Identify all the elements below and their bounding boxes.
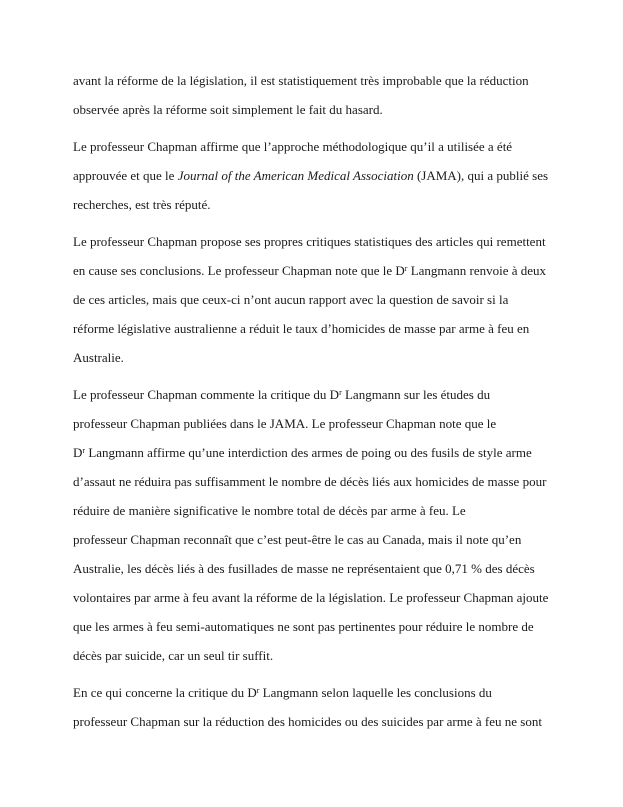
text-segment: Langmann selon laquelle les conclusions du bbox=[259, 685, 492, 700]
superscript-text: r bbox=[256, 685, 260, 695]
text-segment: Le professeur Chapman commente la critique du D bbox=[73, 387, 340, 402]
text-segment: Langmann sur les études du bbox=[341, 387, 491, 402]
text-line bbox=[73, 641, 560, 670]
text-segment: professeur Chapman sur la réduction des homicides ou des suicides par arme à feu ne sont bbox=[73, 714, 542, 729]
text-line bbox=[73, 525, 560, 554]
text-segment: observée après la réforme soit simplement le fait du hasard. bbox=[73, 102, 383, 117]
text-segment: de ces articles, mais que ceux-ci n’ont aucun rapport avec la question de savoir si la bbox=[73, 292, 509, 307]
text-line bbox=[73, 190, 560, 219]
paragraph bbox=[73, 132, 560, 219]
text-line bbox=[73, 132, 560, 161]
text-segment: Langmann renvoie à deux bbox=[407, 263, 547, 278]
text-line bbox=[73, 678, 560, 707]
paragraph bbox=[73, 678, 560, 736]
text-line bbox=[73, 467, 560, 496]
text-segment: Australie. bbox=[73, 350, 124, 365]
text-segment: Australie, les décès liés à des fusillades de masse ne représentaient que 0,71 % des décès bbox=[73, 561, 535, 576]
text-line bbox=[73, 66, 560, 95]
text-line bbox=[73, 612, 560, 641]
text-line bbox=[73, 438, 560, 467]
italic-text: Journal of the American Medical Association bbox=[177, 168, 414, 183]
paragraph bbox=[73, 380, 560, 670]
text-segment: avant la réforme de la législation, il est statistiquement très improbable que la réduction bbox=[73, 73, 529, 88]
text-segment: décès par suicide, car un seul tir suffit. bbox=[73, 648, 274, 663]
text-line bbox=[73, 496, 560, 525]
text-line bbox=[73, 554, 560, 583]
text-segment: Le professeur Chapman propose ses propres critiques statistiques des articles qui remettent bbox=[73, 234, 546, 249]
text-segment: En ce qui concerne la critique du D bbox=[73, 685, 257, 700]
text-segment: que les armes à feu semi-automatiques ne sont pas pertinentes pour réduire le nombre de bbox=[73, 619, 534, 634]
text-segment: recherches, est très réputé. bbox=[73, 197, 211, 212]
text-line bbox=[73, 380, 560, 409]
text-segment: réforme législative australienne a réduit le taux d’homicides de masse par arme à feu en bbox=[73, 321, 530, 336]
paragraph bbox=[73, 66, 560, 124]
text-segment: d’assaut ne réduira pas suffisamment le nombre de décès liés aux homicides de masse pour bbox=[73, 474, 547, 489]
text-line bbox=[73, 707, 560, 736]
text-line bbox=[73, 227, 560, 256]
text-segment: Le professeur Chapman affirme que l’approche méthodologique qu’il a utilisée a été bbox=[73, 139, 513, 154]
text-line bbox=[73, 256, 560, 285]
text-line bbox=[73, 161, 560, 190]
text-line bbox=[73, 409, 560, 438]
text-segment: professeur Chapman publiées dans le JAMA. Le professeur Chapman note que le bbox=[73, 416, 497, 431]
text-line bbox=[73, 314, 560, 343]
text-segment: approuvée et que le bbox=[73, 168, 178, 183]
text-line bbox=[73, 343, 560, 372]
text-segment: professeur Chapman reconnaît que c’est peut-être le cas au Canada, mais il note qu’en bbox=[73, 532, 522, 547]
superscript-text: r bbox=[82, 445, 86, 455]
text-line bbox=[73, 95, 560, 124]
document-text bbox=[73, 66, 560, 744]
text-segment: D bbox=[73, 445, 83, 460]
text-segment: (JAMA), qui a publié ses bbox=[413, 168, 549, 183]
text-line bbox=[73, 285, 560, 314]
paragraph bbox=[73, 227, 560, 372]
superscript-text: r bbox=[404, 263, 408, 273]
text-segment: en cause ses conclusions. Le professeur Chapman note que le D bbox=[73, 263, 405, 278]
superscript-text: r bbox=[339, 387, 342, 397]
text-line bbox=[73, 583, 560, 612]
text-segment: Langmann affirme qu’une interdiction des armes de poing ou des fusils de style arme bbox=[85, 445, 532, 460]
text-segment: volontaires par arme à feu avant la réforme de la législation. Le professeur Chapman ajoute bbox=[73, 590, 549, 605]
text-segment: réduire de manière significative le nombre total de décès par arme à feu. Le bbox=[73, 503, 466, 518]
